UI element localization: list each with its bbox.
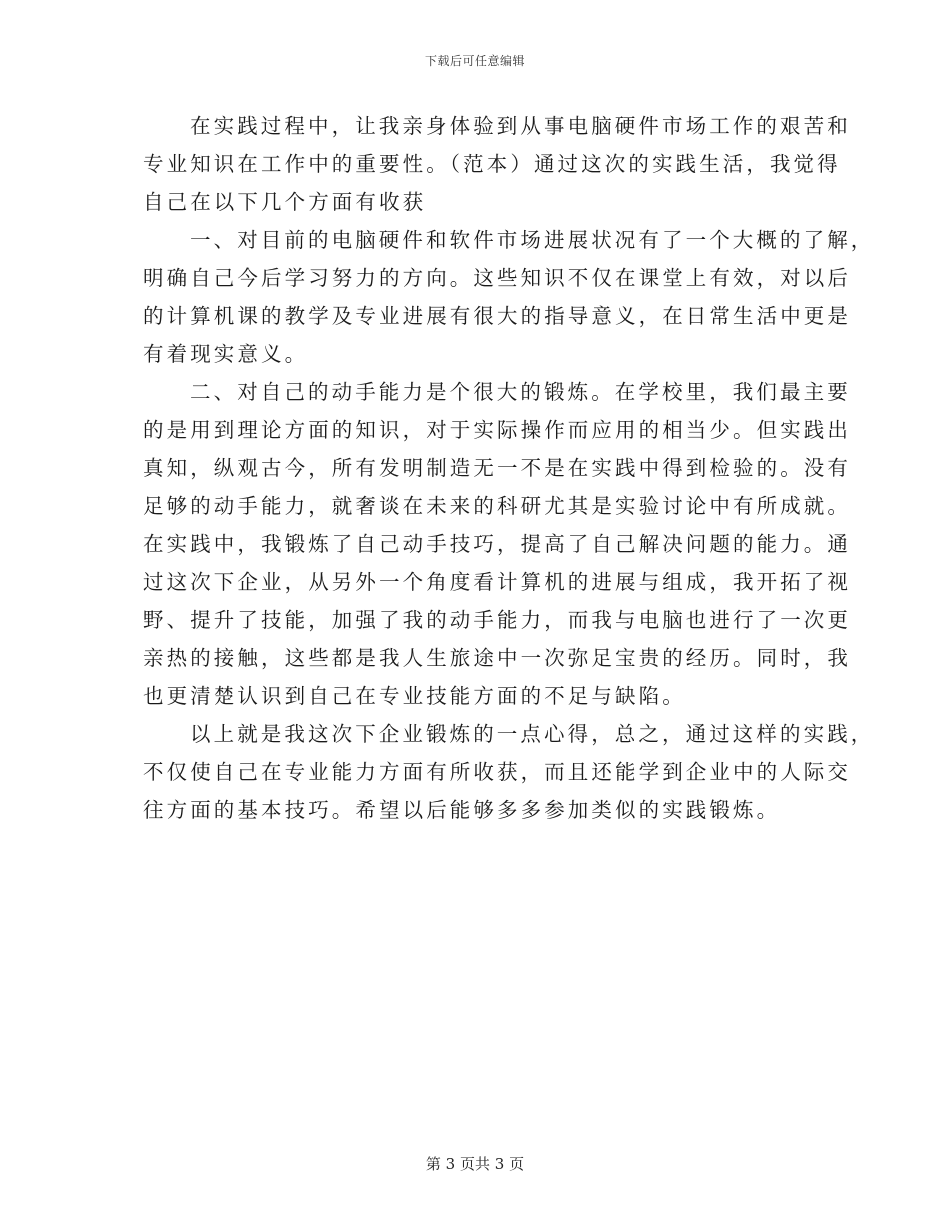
text-line: 亲热的接触，这些都是我人生旅途中一次弥足宝贵的经历。同时，我 (143, 646, 851, 670)
paragraph (143, 221, 875, 373)
text-line: 在实践过程中，让我亲身体验到从事电脑硬件市场工作的艰苦和 (190, 114, 851, 138)
text-line: 有着现实意义。 (143, 342, 309, 366)
text-line: 明确自己今后学习努力的方向。这些知识不仅在课堂上有效，对以后 (143, 266, 851, 290)
text-line: 的计算机课的教学及专业进展有很大的指导意义，在日常生活中更是 (143, 304, 851, 328)
text-line: 野、提升了技能，加强了我的动手能力，而我与电脑也进行了一次更 (143, 608, 851, 632)
text-line: 的是用到理论方面的知识，对于实际操作而应用的相当少。但实践出 (143, 418, 851, 442)
text-line: 不仅使自己在专业能力方面有所收获，而且还能学到企业中的人际交 (143, 760, 851, 784)
text-line: 过这次下企业，从另外一个角度看计算机的进展与组成，我开拓了视 (143, 570, 851, 594)
paragraph (143, 373, 851, 715)
text-line: 一、对目前的电脑硬件和软件市场进展状况有了一个大概的了解， (190, 228, 875, 252)
text-line: 往方面的基本技巧。希望以后能够多多参加类似的实践锻炼。 (143, 798, 781, 822)
document-body (143, 107, 875, 829)
text-line: 自己在以下几个方面有收获 (143, 190, 427, 214)
text-line: 足够的动手能力，就奢谈在未来的科研尤其是实验讨论中有所成就。 (143, 494, 851, 518)
paragraph (143, 107, 851, 221)
page-number: 第 3 页共 3 页 (425, 1155, 525, 1173)
text-line: 专业知识在工作中的重要性。（范本）通过这次的实践生活，我觉得 (143, 152, 841, 176)
text-line: 二、对自己的动手能力是个很大的锻炼。在学校里，我们最主要 (190, 380, 851, 404)
page-header: 下载后可任意编辑 (424, 54, 525, 68)
text-line: 也更清楚认识到自己在专业技能方面的不足与缺陷。 (143, 684, 686, 708)
text-line: 在实践中，我锻炼了自己动手技巧，提高了自己解决问题的能力。通 (143, 532, 851, 556)
text-line: 真知，纵观古今，所有发明制造无一不是在实践中得到检验的。没有 (143, 456, 851, 480)
text-line: 以上就是我这次下企业锻炼的一点心得，总之，通过这样的实践， (190, 722, 875, 746)
paragraph (143, 715, 875, 829)
